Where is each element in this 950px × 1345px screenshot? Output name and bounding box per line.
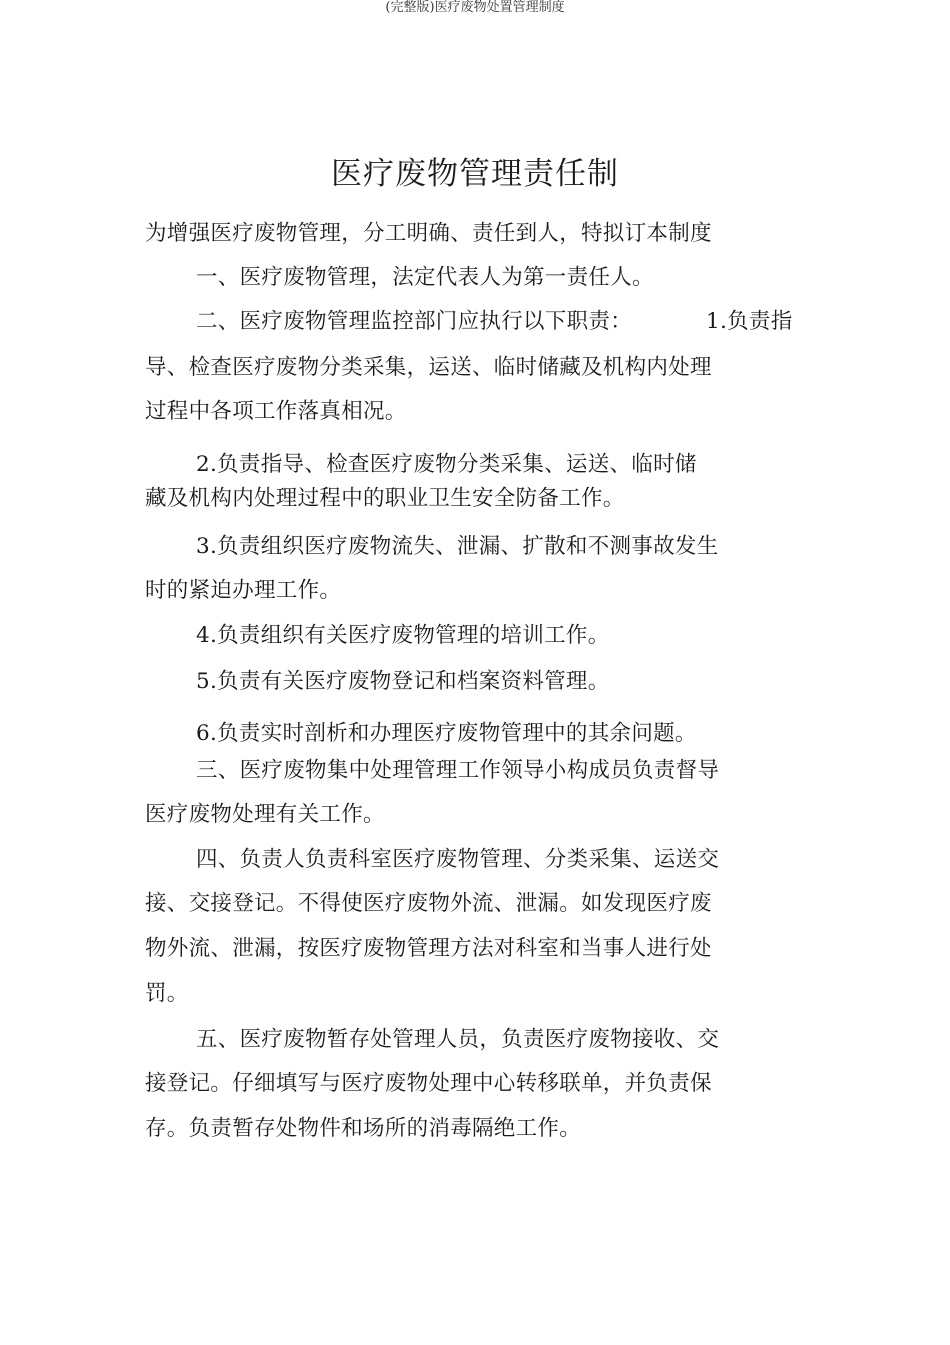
paragraph-line: 三、医疗废物集中处理管理工作领导小构成员负责督导 <box>196 758 720 783</box>
paragraph-line: 过程中各项工作落真相况。 <box>145 399 407 424</box>
paragraph-line: 医疗废物处理有关工作。 <box>145 802 385 827</box>
paragraph-line: 4.负责组织有关医疗废物管理的培训工作。 <box>196 623 610 648</box>
paragraph-line: 罚。 <box>145 981 189 1006</box>
paragraph-line: 时的紧迫办理工作。 <box>145 578 342 603</box>
paragraph-line: 藏及机构内处理过程中的职业卫生安全防备工作。 <box>145 486 625 511</box>
paragraph-line: 3.负责组织医疗废物流失、泄漏、扩散和不测事故发生 <box>196 534 719 559</box>
paragraph-line: 5.负责有关医疗废物登记和档案资料管理。 <box>196 669 610 694</box>
page-header: (完整版)医疗废物处置管理制度 <box>385 0 565 15</box>
paragraph-line: 接、交接登记。不得使医疗废物外流、泄漏。如发现医疗废 <box>145 891 712 916</box>
paragraph-line: 一、医疗废物管理，法定代表人为第一责任人。 <box>196 265 654 290</box>
paragraph-line: 四、负责人负责科室医疗废物管理、分类采集、运送交 <box>196 847 720 872</box>
paragraph-line: 存。负责暂存处物件和场所的消毒隔绝工作。 <box>145 1116 582 1141</box>
paragraph-line: 为增强医疗废物管理，分工明确、责任到人，特拟订本制度 <box>145 221 712 246</box>
paragraph-line: 6.负责实时剖析和办理医疗废物管理中的其余问题。 <box>196 721 697 746</box>
paragraph-line: 五、医疗废物暂存处管理人员，负责医疗废物接收、交 <box>196 1027 720 1052</box>
paragraph-line: 导、检查医疗废物分类采集，运送、临时储藏及机构内处理 <box>145 355 712 380</box>
paragraph-line: 物外流、泄漏，按医疗废物管理方法对科室和当事人进行处 <box>145 936 712 961</box>
document-title: 医疗废物管理责任制 <box>331 156 619 192</box>
paragraph-line: 二、医疗废物管理监控部门应执行以下职责： <box>196 309 633 334</box>
paragraph-line: 2.负责指导、检查医疗废物分类采集、运送、临时储 <box>196 452 697 477</box>
paragraph-line: 1.负责指 <box>706 309 793 334</box>
paragraph-line: 接登记。仔细填写与医疗废物处理中心转移联单，并负责保 <box>145 1071 712 1096</box>
